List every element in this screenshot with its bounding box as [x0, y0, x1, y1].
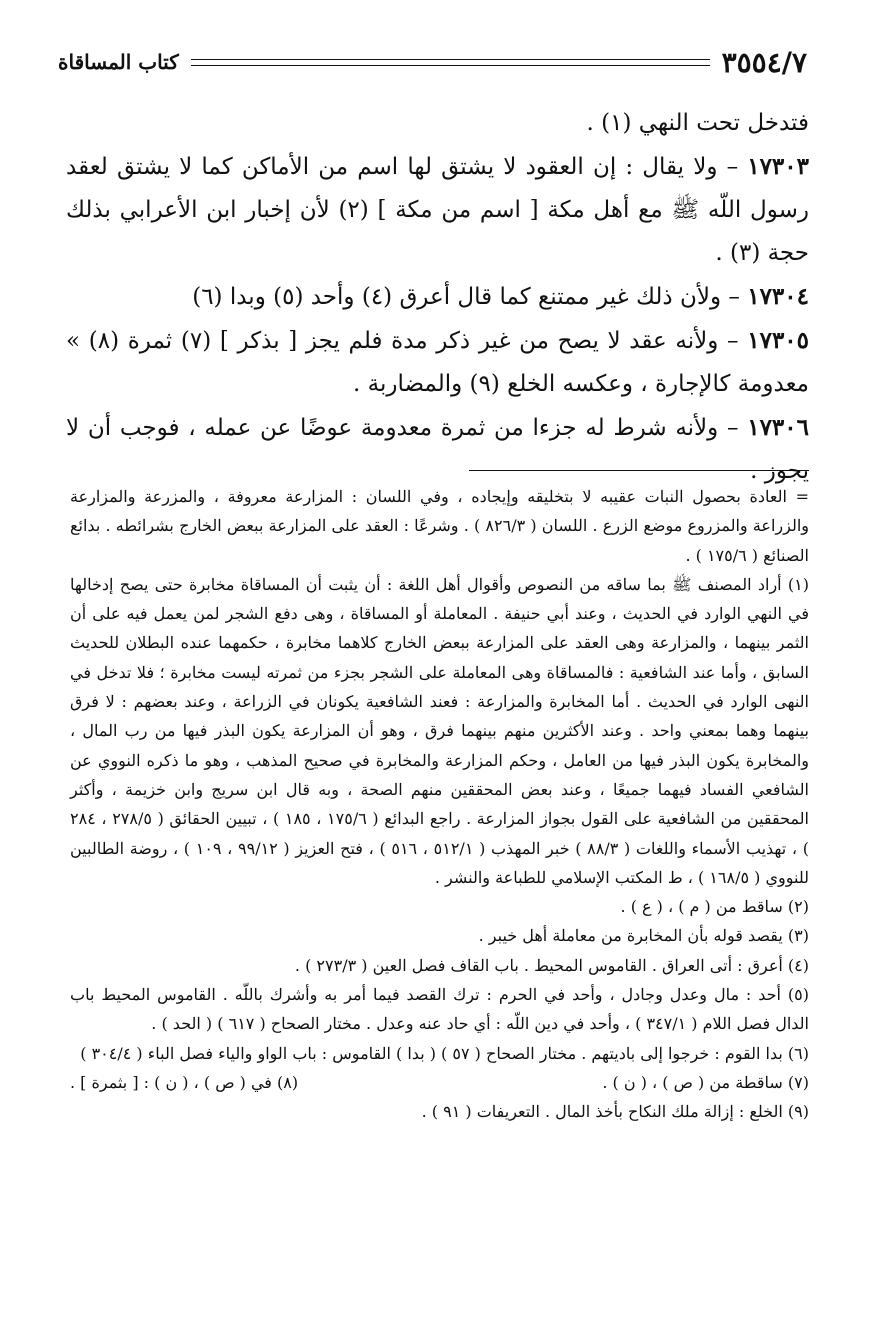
footnotes [70, 482, 809, 1127]
footnote: (٨) في ( ص ) ، ( ن ) : [ بثمرة ] . [70, 1072, 299, 1092]
footnote: = العادة بحصول النبات عقيبه لا بتخليقه وإيجاده ، وفي اللسان : المزارعة معروفة ، والمزرعة والمزارعة والزراعة والمزروع موضع الزرع . اللسان ( ٨٢٦/٣ ) . وشرعًا : العقد على المزارعة ببعض الخارج بشرائطه . بدائع الصنائع ( ١٧٥/٦ ) . [70, 487, 809, 565]
main-paragraph [66, 102, 809, 145]
paragraph-text: فتدخل تحت النهي (١) . [586, 110, 809, 136]
footnote-pair [70, 1068, 809, 1097]
footnote: (٩) الخلع : إزالة ملك النكاح بأخذ المال . التعريفات ( ٩١ ) . [421, 1102, 809, 1122]
footnote: (٢) ساقط من ( م ) ، ( ع ) . [620, 897, 809, 917]
main-paragraph [66, 406, 809, 493]
book-title: كتاب المساقاة [58, 50, 179, 74]
paragraph-text: – ولأنه شرط له جزءا من ثمرة معدومة عوضًا عن عمله ، فوجب أن لا يجوز . [66, 415, 809, 484]
page-header [58, 42, 807, 82]
paragraph-text: – ولا يقال : إن العقود لا يشتق لها اسم من الأماكن كما لا يشتق لعقد رسول اللّه ﷺ مع أهل مكة [ اسم من مكة ] (٢) لأن إخبار ابن الأعرابي بذلك حجة (٣) . [66, 154, 809, 266]
paragraph-text: – ولأن ذلك غير ممتنع كما قال أعرق (٤) وأحد (٥) وبدا (٦) [192, 284, 748, 310]
paragraph-text: – ولأنه عقد لا يصح من غير ذكر مدة فلم يجز [ بذكر ] (٧) ثمرة (٨) » معدومة كالإجارة ، وعكسه الخلع (٩) والمضاربة . [66, 328, 809, 397]
footnote-separator [469, 470, 809, 471]
paragraph-number: ١٧٣٠٣ [747, 153, 809, 180]
main-paragraph [66, 145, 809, 275]
paragraph-number: ١٧٣٠٥ [747, 327, 810, 354]
header-rule [191, 59, 710, 66]
footnote: (٤) أعرق : أتى العراق . القاموس المحيط . باب القاف فصل العين ( ٢٧٣/٣ ) . [294, 955, 809, 975]
main-text [66, 102, 809, 493]
main-paragraph [66, 275, 809, 319]
paragraph-number: ١٧٣٠٦ [747, 414, 809, 441]
footnote: (٦) بدا القوم : خرجوا إلى باديتهم . مختار الصحاح ( ٥٧ ) ( بدا ) القاموس : باب الواو والياء فصل الباء ( ٣٠٤/٤ ) [80, 1043, 809, 1063]
footnote: (٧) ساقطة من ( ص ) ، ( ن ) . [602, 1072, 809, 1092]
page-number: ٣٥٥٤/٧ [721, 45, 807, 79]
footnote: (٥) أحد : مال وعدل وجادل ، وأحد في الحرم : ترك القصد فيما أمر به وأشرك باللّه . القاموس المحيط باب الدال فصل اللام ( ٣٤٧/١ ) ، وأحد في دين اللّه : أي حاد عنه وعدل . مختار الصحاح ( ٦١٧ ) ( الحد ) . [70, 985, 809, 1034]
paragraph-number: ١٧٣٠٤ [747, 283, 809, 310]
footnote: (١) أراد المصنف ﷺ بما ساقه من النصوص وأقوال أهل اللغة : أن يثبت أن المساقاة مخابرة حتى يصح إدخالها في النهي الوارد في الحديث ، وعند أبي حنيفة . المعاملة أو المساقاة ، وهى دفع الشجر لمن يعمل فيه على أن الثمر بينهما ، والمزارعة وهى العقد على المزارعة ببعض الخارج كلاهما مخابرة ، حكمهما عنده البطلان للحديث السابق ، وأما عند الشافعية : فالمساقاة وهى المعاملة على الشجر بجزء من ثمرته ليست مخابرة ؛ فلا تدخل في النهى الوارد في الحديث . أما المخابرة والمزارعة : فعند الشافعية يكونان في الزراعة ، وعند بعضهم : لا فرق بينهما وهما بمعني واحد . وعند الأكثرين منهم بينهما فرق ، وهو أن المزارعة يكون البذر فيها من رب المال ، والمخابرة يكون البذر فيها من العامل ، وحكم المزارعة والمخابرة في صحيح المذهب ، وهو ما ذكره النووي عن الشافعي الفساد فيهما جميعًا ، وعند بعض المحققين منهم الصحة ، وبه قال ابن سريج وابن خزيمة ، وأكثر المحققين من الشافعية على القول بجواز المزارعة . راجع البدائع ( ١٧٥/٦ ، ١٨٥ ) ، تبيين الحقائق ( ٢٧٨/٥ ، ٢٨٤ ) ، تهذيب الأسماء واللغات ( ٨٨/٣ ) خبر المهذب ( ٥١٢/١ ، ٥١٦ ) ، فتح العزيز ( ٩٩/١٢ ، ١٠٩ ) ، روضة الطالبين للنووي ( ١٦٨/٥ ) ، ط المكتب الإسلامي للطباعة والنشر . [70, 574, 810, 887]
footnote: (٣) يقصد قوله بأن المخابرة من معاملة أهل خيبر . [478, 926, 809, 946]
main-paragraph [66, 319, 809, 406]
